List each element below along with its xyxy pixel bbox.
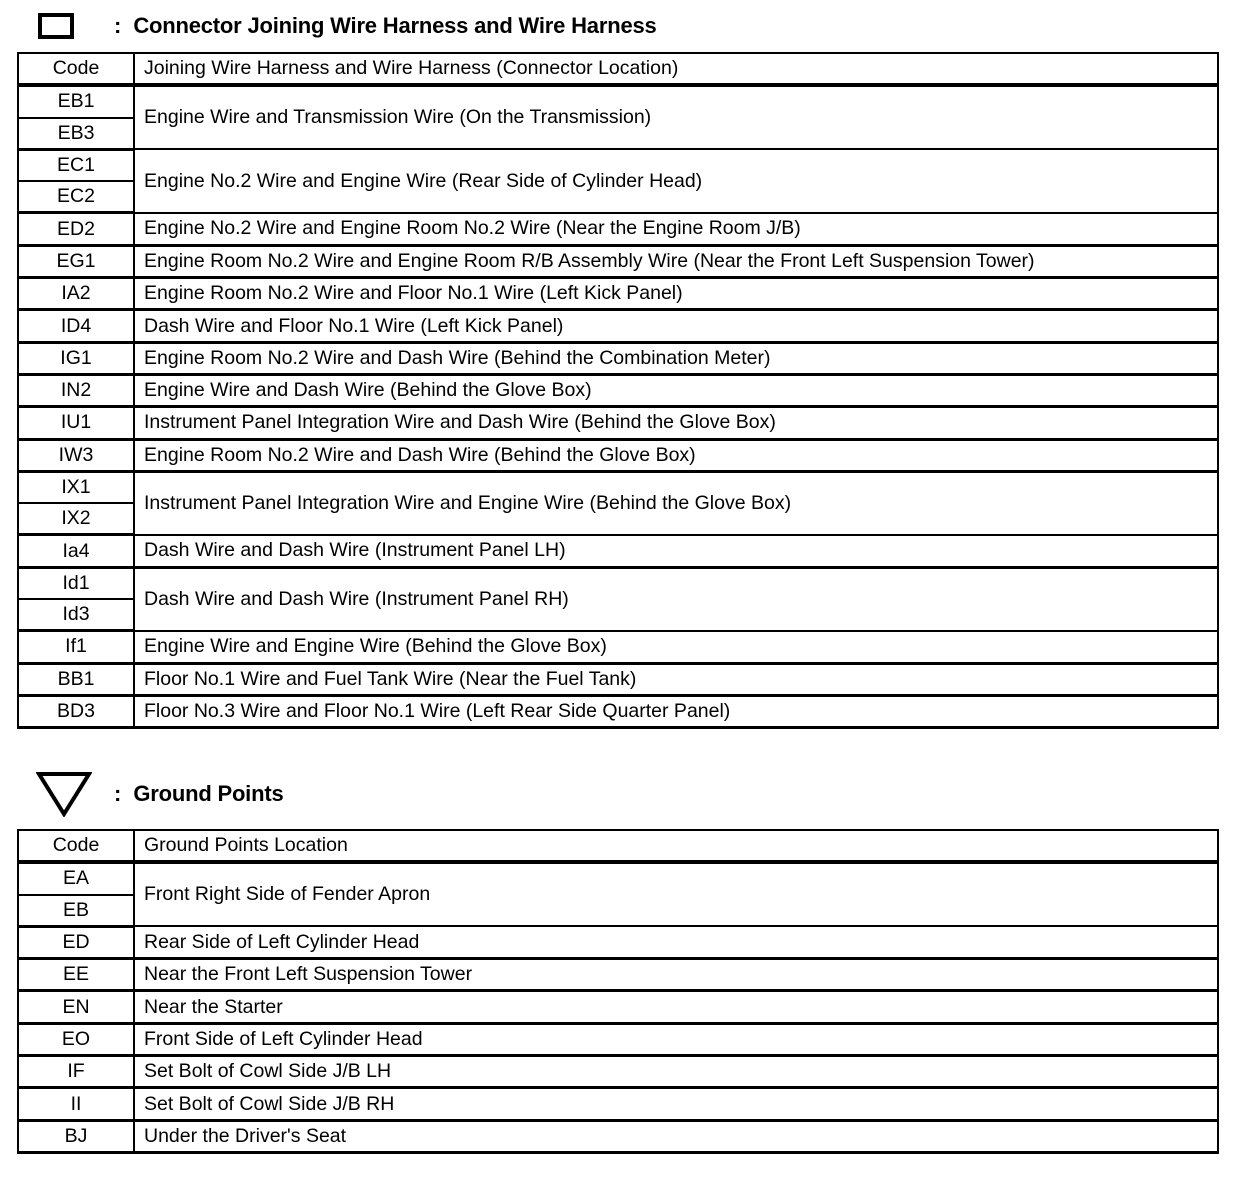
ground-section-colon: : [114,781,122,806]
code-cell: EG1 [18,245,134,277]
description-cell: Engine No.2 Wire and Engine Wire (Rear Side of Cylinder Head) [134,149,1218,213]
table-row [18,862,1218,894]
code-cell: BD3 [18,695,134,727]
code-cell: IF [18,1056,134,1088]
table-row [18,663,1218,695]
table-row [18,567,1218,599]
table-row [18,959,1218,991]
ground-code-header: Code [18,830,134,862]
code-cell: ED [18,926,134,958]
description-cell: Floor No.1 Wire and Fuel Tank Wire (Near the Fuel Tank) [134,663,1218,695]
code-cell: BJ [18,1120,134,1152]
code-cell: EC1 [18,149,134,181]
description-cell: Dash Wire and Dash Wire (Instrument Panel LH) [134,535,1218,567]
description-cell: Engine Wire and Engine Wire (Behind the Glove Box) [134,631,1218,663]
ground-description-header: Ground Points Location [134,830,1218,862]
table-row [18,1088,1218,1120]
code-cell: EB3 [18,118,134,150]
code-cell: Id3 [18,599,134,631]
code-cell: IA2 [18,278,134,310]
description-cell: Set Bolt of Cowl Side J/B LH [134,1056,1218,1088]
description-cell: Near the Starter [134,991,1218,1023]
table-row [18,407,1218,439]
connector-section-header [36,6,657,46]
description-cell: Under the Driver's Seat [134,1120,1218,1152]
table-row [18,991,1218,1023]
code-cell: Ia4 [18,535,134,567]
table-row [18,695,1218,727]
ground-table-body [18,830,1218,1152]
connector-description-header: Joining Wire Harness and Wire Harness (Connector Location) [134,53,1218,85]
table-row [18,342,1218,374]
description-cell: Engine No.2 Wire and Engine Room No.2 Wire (Near the Engine Room J/B) [134,213,1218,245]
description-cell: Front Side of Left Cylinder Head [134,1023,1218,1055]
description-cell: Engine Room No.2 Wire and Dash Wire (Behind the Glove Box) [134,439,1218,471]
description-cell: Instrument Panel Integration Wire and Dash Wire (Behind the Glove Box) [134,407,1218,439]
code-cell: IW3 [18,439,134,471]
code-cell: II [18,1088,134,1120]
table-row [18,471,1218,503]
table-row [18,374,1218,406]
table-row [18,439,1218,471]
connector-section-title: Connector Joining Wire Harness and Wire Harness [133,13,657,38]
connector-table [17,52,1219,729]
code-cell: IU1 [18,407,134,439]
code-cell: ED2 [18,213,134,245]
ground-table-header-row [18,830,1218,862]
down-triangle-icon [36,771,92,817]
description-cell: Dash Wire and Floor No.1 Wire (Left Kick Panel) [134,310,1218,342]
code-cell: IX2 [18,503,134,535]
code-cell: EB [18,895,134,927]
code-cell: ID4 [18,310,134,342]
description-cell: Rear Side of Left Cylinder Head [134,926,1218,958]
table-row [18,1056,1218,1088]
description-cell: Engine Wire and Dash Wire (Behind the Glove Box) [134,374,1218,406]
code-cell: If1 [18,631,134,663]
description-cell: Engine Room No.2 Wire and Dash Wire (Behind the Combination Meter) [134,342,1218,374]
description-cell: Dash Wire and Dash Wire (Instrument Panel RH) [134,567,1218,631]
table-row [18,310,1218,342]
code-cell: EC2 [18,181,134,213]
code-cell: EB1 [18,85,134,117]
code-cell: EA [18,862,134,894]
description-cell: Instrument Panel Integration Wire and Engine Wire (Behind the Glove Box) [134,471,1218,535]
ground-section-title: Ground Points [133,781,284,806]
code-cell: EO [18,1023,134,1055]
description-cell: Near the Front Left Suspension Tower [134,959,1218,991]
table-row [18,149,1218,181]
code-cell: Id1 [18,567,134,599]
description-cell: Floor No.3 Wire and Floor No.1 Wire (Left Rear Side Quarter Panel) [134,695,1218,727]
description-cell: Set Bolt of Cowl Side J/B RH [134,1088,1218,1120]
table-row [18,535,1218,567]
table-row [18,278,1218,310]
code-cell: EE [18,959,134,991]
code-cell: IG1 [18,342,134,374]
ground-table [17,829,1219,1154]
table-row [18,1120,1218,1152]
table-row [18,213,1218,245]
code-cell: IN2 [18,374,134,406]
table-row [18,1023,1218,1055]
connector-code-header: Code [18,53,134,85]
description-cell: Engine Wire and Transmission Wire (On the Transmission) [134,85,1218,149]
table-row [18,85,1218,117]
connector-table-body [18,53,1218,728]
code-cell: IX1 [18,471,134,503]
description-cell: Front Right Side of Fender Apron [134,862,1218,926]
table-row [18,631,1218,663]
code-cell: EN [18,991,134,1023]
connector-section-colon: : [114,13,122,38]
connector-table-header-row [18,53,1218,85]
table-row [18,926,1218,958]
description-cell: Engine Room No.2 Wire and Floor No.1 Wire (Left Kick Panel) [134,278,1218,310]
table-row [18,245,1218,277]
ground-section-header [36,774,284,814]
code-cell: BB1 [18,663,134,695]
description-cell: Engine Room No.2 Wire and Engine Room R/B Assembly Wire (Near the Front Left Suspension Tower) [134,245,1218,277]
square-outline-icon [38,13,74,39]
